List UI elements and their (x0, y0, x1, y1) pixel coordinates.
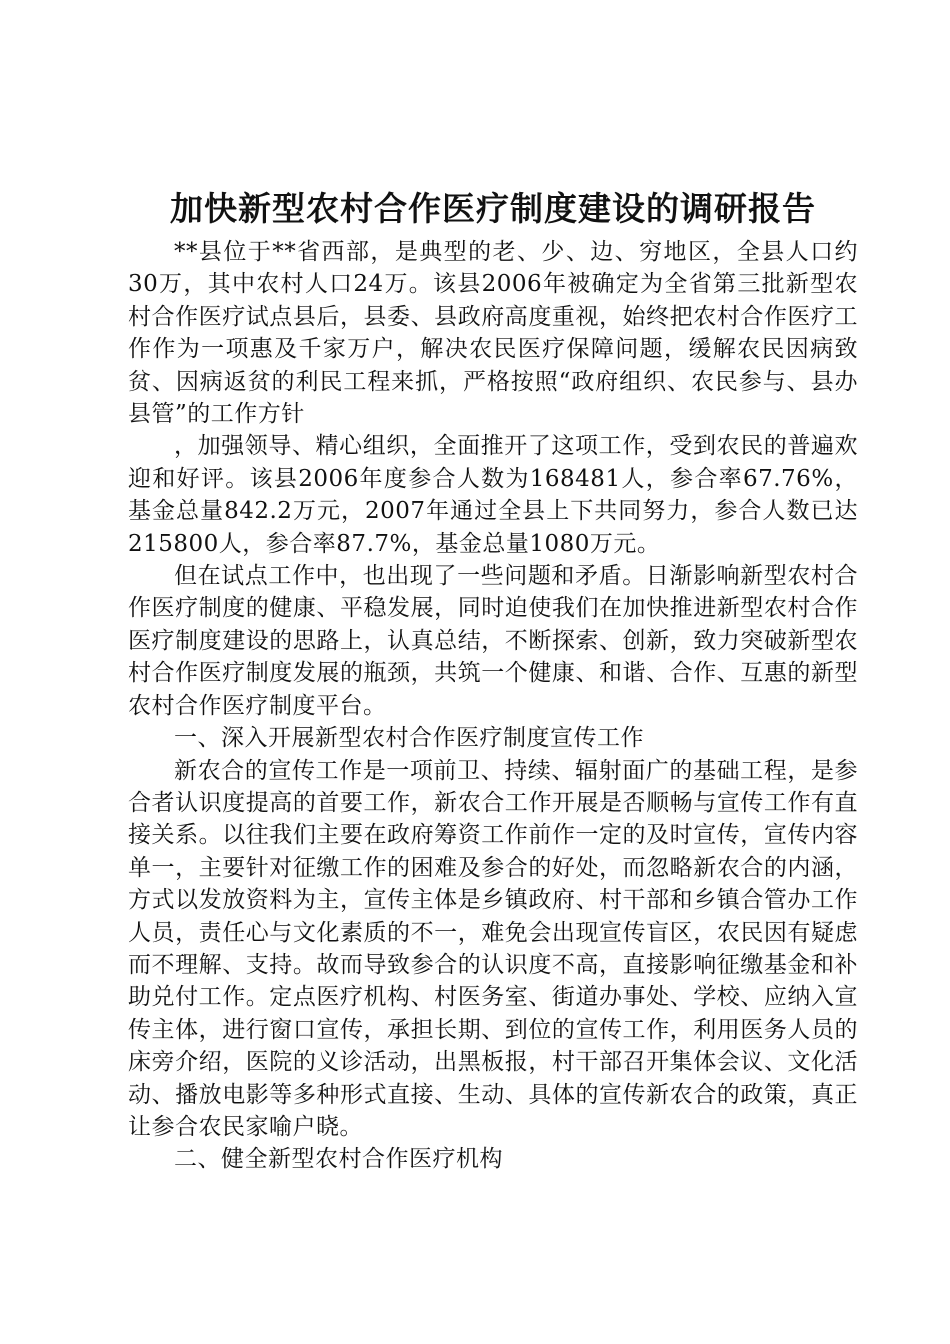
section-heading-1: 一、深入开展新型农村合作医疗制度宣传工作 (174, 725, 644, 752)
statistics-paragraph: ，加强领导、精心组织，全面推开了这项工作，受到农民的普遍欢迎和好评。该县2006年度参合人数为168481人，参合率67.76%，基金总量842.2万元，2007年通过全县上下共同努力，参合人数已达215800人，参合率87.7%，基金总量1080万元。 (128, 433, 858, 557)
problems-paragraph: 但在试点工作中，也出现了一些问题和矛盾。日渐影响新型农村合作医疗制度的健康、平稳发展，同时迫使我们在加快推进新型农村合作医疗制度建设的思路上，认真总结，不断探索、创新，致力突破新型农村合作医疗制度发展的瓶颈，共筑一个健康、和谐、合作、互惠的新型农村合作医疗制度平台。 (128, 563, 858, 719)
section-heading-2: 二、健全新型农村合作医疗机构 (174, 1146, 503, 1173)
section-body-1: 新农合的宣传工作是一项前卫、持续、辐射面广的基础工程，是参合者认识度提高的首要工作，新农合工作开展是否顺畅与宣传工作有直接关系。以往我们主要在政府筹资工作前作一定的及时宣传，宣传内容单一，主要针对征缴工作的困难及参合的好处，而忽略新农合的内涵，方式以发放资料为主，宣传主体是乡镇政府、村干部和乡镇合管办工作人员，责任心与文化素质的不一，难免会出现宣传盲区，农民因有疑虑而不理解、支持。故而导致参合的认识度不高，直接影响征缴基金和补助兑付工作。定点医疗机构、村医务室、街道办事处、学校、应纳入宣传主体，进行窗口宣传，承担长期、到位的宣传工作，利用医务人员的床旁介绍，医院的义诊活动，出黑板报，村干部召开集体会议、文化活动、播放电影等多种形式直接、生动、具体的宣传新农合的政策，真正让参合农民家喻户晓。 (128, 757, 858, 1140)
document-title: 加快新型农村合作医疗制度建设的调研报告 (170, 189, 816, 228)
intro-paragraph: **县位于**省西部，是典型的老、少、边、穷地区，全县人口约30万，其中农村人口24万。该县2006年被确定为全省第三批新型农村合作医疗试点县后，县委、县政府高度重视，始终把农村合作医疗工作作为一项惠及千家万户，解决农民医疗保障问题，缓解农民因病致贫、因病返贫的利民工程来抓，严格按照“政府组织、农民参与、县办县管”的工作方针 (128, 239, 858, 428)
document-page (128, 186, 858, 1176)
